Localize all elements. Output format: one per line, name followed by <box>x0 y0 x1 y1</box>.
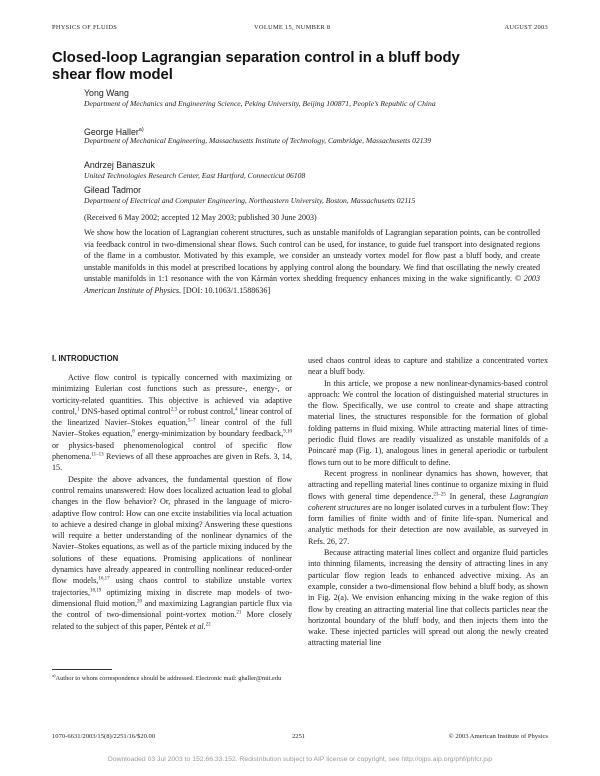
footer-issn: 1070-6631/2003/15(8)/2251/16/$20.00 <box>52 733 156 740</box>
footnote-mark: a) <box>138 127 144 133</box>
abstract: We show how the location of Lagrangian coherent structures, such as unstable manifolds of Lagrangian separation points, can be controlled via feedback control in two-dimensional shear flows. Such control can be used, for instance, to guide fuel transport into designated regions of the flame in a combustor. Motivated by this example, we consider an unsteady vortex model for flow past a bluff body, and create unstable manifolds in this model at prescribed locations by applying control along the boundary. We find that oscillating the newly created unstable manifolds in 1:1 resonance with the von Kármán vortex shedding frequency enhances mixing in the wake significantly. © 2003 American Institute of Physics. [DOI: 10.1063/1.1588636] <box>84 228 540 295</box>
doi[interactable]: [DOI: 10.1063/1.1588636] <box>183 285 271 295</box>
journal-name: PHYSICS OF FLUIDS <box>52 24 118 31</box>
author-name: Yong Wang <box>84 88 129 98</box>
author-affiliation: Department of Electrical and Computer Engineering, Northeastern University, Boston, Massachusetts 02115 <box>84 196 416 205</box>
author-affiliation: United Technologies Research Center, East Hartford, Connecticut 06108 <box>84 171 306 180</box>
footnote-rule <box>52 669 112 670</box>
page-number: 2251 <box>292 733 306 740</box>
footnote: $^{a)}$Author to whom correspondence should be addressed. Electronic mail: ghaller@mit.edu <box>52 673 282 683</box>
volume-number: VOLUME 15, NUMBER 8 <box>254 24 331 31</box>
author-name: George Haller$^{a)}$ <box>84 126 144 137</box>
copyright-notice: © 2003 American Institute of Physics. <box>84 274 540 295</box>
author-affiliation: Department of Mechanics and Engineering Science, Peking University, Beijing 100871, People’s Republic of China <box>84 99 436 108</box>
body-column-left: Active flow control is typically concerned with maximizing or minimizing Eulerian cost functions such as pressure-, energy-, or vorticity-related quantities. This objective is achieved via adaptive control,$^1$ DNS-based optimal control$^{2,3}$ or robust control,$^4$ linear control of the linearized Navier–Stokes equation,$^{5-7}$ linear control of the full Navier–Stokes equation,$^8$ energy-minimization by boundary feedback,$^{9,10}$ or physics-based phenomenological control of specific flow phenomena.$^{11-13}$ Reviews of all these approaches are given in Refs. 3, 14, 15. Despite the above advances, the fundamental question of flow control remains unanswered: How does localized actuation lead to global changes in the flow behavior? Or, phrased in the language of micro-adaptive flow control: How can one excite instabilities via local actuation to achieve a desired change in global mixing? Answering these questions will require a better understanding of the nonlinear dynamics of the Navier–Stokes equations, as well as of the particle mixing induced by the solutions of these equations. Promising applications of nonlinear dynamics have already appeared in controlling nonlinear reduced-order flow models,$^{16,17}$ using chaos control to stabilize unstable vortex trajectories,$^{18,19}$ optimizing mixing in discrete map models of two-dimensional fluid motion,$^{20}$ and maximizing Lagrangian particle flux via the control of two-dimensional point-vortex motion.$^{21}$ More closely related to the subject of this paper, Péntek et al.$^{22}$ <box>52 373 292 631</box>
paper-title: Closed-loop Lagrangian separation control in a bluff body shear flow model <box>52 50 460 83</box>
author-name: Andrzej Banaszuk <box>84 160 155 170</box>
author-name: Gilead Tadmor <box>84 185 142 195</box>
download-notice: Downloaded 03 Jul 2003 to 152.66.33.152. Redistribution subject to AIP license or copyright, see http://ojps.aip.org/phf/phfcr.jsp <box>107 756 493 763</box>
body-column-right: used chaos control ideas to capture and stabilize a concentrated vortex near a bluff body. In this article, we propose a new nonlinear-dynamics-based control approach: We control the location of distinguished material structures in the flow. Specifically, we use control to create and shape attracting material lines, the structures responsible for the formation of global folding patterns in fluid mixing. While attracting material lines of time-periodic fluid flows are readily visualized as unstable manifolds of a Poincaré map (Fig. 1), analogous lines in general aperiodic or turbulent flows turn out to be more difficult to define. Recent progress in nonlinear dynamics has shown, however, that attracting and repelling material lines continue to organize mixing in fluid flows with general time dependence.$^{23-25}$ In general, these Lagrangian coherent structures are no longer isolated curves in a turbulent flow: They form families of finite width and of finite life-span. Numerical and analytic methods for their detection are now available, as surveyed in Refs. 26, 27. Because attracting material lines collect and organize fluid particles into thinning filaments, increasing the density of attracting lines in any particular flow region leads to enhanced advective mixing. As an example, consider a two-dimensional flow behind a bluff body, as shown in Fig. 2(a). We envision enhancing mixing in the wake region of this flow by creating an attracting material line that collects particles near the horizontal boundary of the bluff body, and then injects them into the wake. These injected particles will spread out along the newly created attracting material line <box>308 356 548 648</box>
issue-date: AUGUST 2003 <box>504 24 548 31</box>
section-heading: I. INTRODUCTION <box>52 354 119 363</box>
footer-copyright: © 2003 American Institute of Physics <box>448 733 548 740</box>
author-affiliation: Department of Mechanical Engineering, Massachusetts Institute of Technology, Cambridge, Massachusetts 02139 <box>84 136 432 145</box>
received-dates: (Received 6 May 2002; accepted 12 May 2003; published 30 June 2003) <box>84 213 317 222</box>
